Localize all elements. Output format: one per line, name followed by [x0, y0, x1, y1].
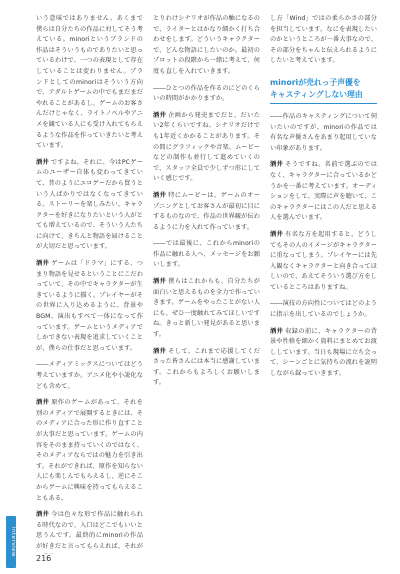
paragraph-text: 有名な方を起用すると、どうしてもその人のイメージがキャラクターに重なってしまう。プレイヤーには先入観なくキャラクターと向き合ってほしいので、あえてそういう選び方をしているところはありますね。 — [270, 230, 377, 291]
column-3 — [270, 14, 377, 554]
paragraph-text: ゲームは「ドラマ」にする、つまり物語を見せるということにこだわっていて、その中でキャラクターが生きているように描く。プレイヤーがその世界に入り込めるように、背景やBGM、演出もすべて一体になって作っています。ゲームというメディアでしかできない表現を追求していくことが、僕らの仕事だと思っています。 — [36, 260, 143, 352]
paragraph — [153, 277, 260, 341]
paragraph — [270, 160, 377, 224]
speaker-name: 酒井 — [36, 399, 50, 407]
paragraph — [270, 14, 377, 67]
paragraph — [153, 14, 260, 78]
paragraph — [270, 327, 377, 380]
paragraph-text: 原作のゲームがあって、それを別のメディアで展開するときには、そのメディアに合った形に作り直すことが大事だと思っています。ゲームの内容をそのまま持っていくのではなく、そのメディアならではの魅力を引き出す。それができれば、原作を知らない人にも楽しんでもらえるし、逆にそこからゲームに興味を持ってもらえることもある。 — [36, 399, 143, 502]
speaker-name: 酒井 — [153, 278, 167, 286]
speaker-name: 酒井 — [36, 260, 50, 268]
speaker-name: 酒井 — [153, 191, 167, 199]
paragraph — [153, 347, 260, 389]
paragraph — [153, 84, 260, 105]
paragraph-text: そうですね。名前で選ぶのではなく、キャラクターに合っているかどうかを一番に考えています。オーディションをして、実際に声を聴いて、このキャラクターにはこの人だと思える人を選んでいます。 — [270, 161, 377, 222]
paragraph-text: 今は色々な形で作品に触れられる時代なので、入口はどこでもいいと思うんです。最終的にminoriの作品が好きだと言ってもらえれば、それが — [36, 511, 143, 550]
page-number: 216 — [36, 554, 52, 563]
speaker-name: 酒井 — [270, 327, 284, 335]
paragraph-text: 収録の前に、キャラクターの背景や性格を細かく資料にまとめてお渡ししています。当日も現場に立ち会って、シーンごとに気持ちの流れを説明しながら録っていきます。 — [270, 327, 377, 378]
section-heading — [270, 77, 377, 104]
heading-rule — [270, 103, 377, 104]
paragraph — [153, 239, 260, 271]
paragraph — [153, 111, 260, 185]
paragraph — [36, 360, 143, 392]
paragraph — [36, 158, 143, 253]
paragraph-text: ――作品のキャスティングについて伺いたいのですが、minoriの作品では有名な声優さんをあまり起用していない印象があります。 — [270, 112, 377, 152]
paragraph — [36, 510, 143, 554]
paragraph — [36, 259, 143, 354]
paragraph-text: し方「Wind」ではの柔らかさの部分を担当しています。なにを表現したいのかというところが一番大事なので、その部分をちゃんと伝えられるようにしたいと考えています。 — [270, 15, 377, 65]
speaker-name: 酒井 — [36, 158, 49, 166]
paragraph — [270, 299, 377, 320]
speaker-name: 酒井 — [153, 111, 167, 119]
paragraph-text: とりわけシナリオが作品の軸になるので、ライターとはかなり細かく打ち合わせをします。どういうキャラクターで、どんな物語にしたいのか。最初のプロットの段階から一緒に考えて、何度も直しを入れていきます。 — [153, 15, 260, 75]
paragraph-text: ――演技の方向性についてはどのように指示を出しているのでしょうか。 — [270, 300, 377, 319]
paragraph-text: ――ひとつの作品を作るのにどのくらいの時間がかかりますか。 — [153, 84, 260, 103]
section-label: interview — [6, 516, 16, 568]
paragraph-text: そして、これまで応援してくださった皆さんには本当に感謝しています。これからもよろしくお願いします。 — [153, 347, 260, 387]
paragraph-text: 僕らはこれからも、自分たちが面白いと思えるものを全力で作っていきます。ゲームをやったことがない人にも、ぜひ一度触れてみてほしいですね。きっと新しい発見があると思います。 — [153, 278, 260, 339]
paragraph-text: 特にムービーは、ゲームのオープニングとしてお客さんが最初に目にするものなので、作品の世界観が伝わるように力を入れて作っています。 — [153, 191, 260, 231]
paragraph — [270, 230, 377, 294]
paragraph — [36, 14, 143, 152]
paragraph — [270, 112, 377, 154]
paragraph — [153, 191, 260, 233]
column-2 — [153, 14, 260, 554]
paragraph-text: ですよね。それに、今はPCゲームのユーザー自体も変わってきていて、昔のようにエロゲーだから買うという人ばかりではなくなってきている。ストーリーを楽しみたい、キャラクターを好きになりたいという人がとても増えているので、そういう人たちに向けて、きちんと物語を届けることが大切だと思っています。 — [36, 158, 143, 251]
column-1 — [36, 14, 143, 554]
side-band — [0, 0, 20, 574]
text-columns — [36, 14, 378, 554]
section-heading-line: minoriが売れっ子声優を — [270, 77, 361, 87]
paragraph-text: ――メディアミックスについてはどう考えていますか。アニメ化や小説化なども含めて。 — [36, 361, 143, 390]
section-heading-line: キャスティングしない理由 — [270, 89, 363, 99]
speaker-name: 酒井 — [270, 230, 284, 238]
paragraph-text: いう意味ではありません。あくまで僕らは自分たちの作品に対してそう考えている。minoriというブランドの作品はそういうものでありたいと思っているわけで、一つの表現として存在していることは変わりません。ブランドとしてのminoriはそういう方向で、アダルトゲームの中でもまだまだやれることがあるし、ゲームのお客さんだけじゃなく、ライトノベルやアニメを観ている人にも受け入れてもらえるような作品を作っていきたいと考えています。 — [36, 15, 143, 150]
paragraph — [36, 398, 143, 504]
paragraph-text: 企画から発売までだと、だいたい2年くらいですね。シナリオだけでも1年近くかかることがあります。その間にグラフィックや音楽、ムービーなどの制作も並行して進めていくので、スタッフ全員で少しずつ形にしていく感じです。 — [153, 111, 260, 183]
paragraph-text: ――では最後に、これからminoriの作品に触れる人へ、メッセージをお願いします。 — [153, 240, 260, 269]
speaker-name: 酒井 — [270, 161, 284, 169]
speaker-name: 酒井 — [153, 347, 167, 355]
speaker-name: 酒井 — [36, 511, 50, 519]
